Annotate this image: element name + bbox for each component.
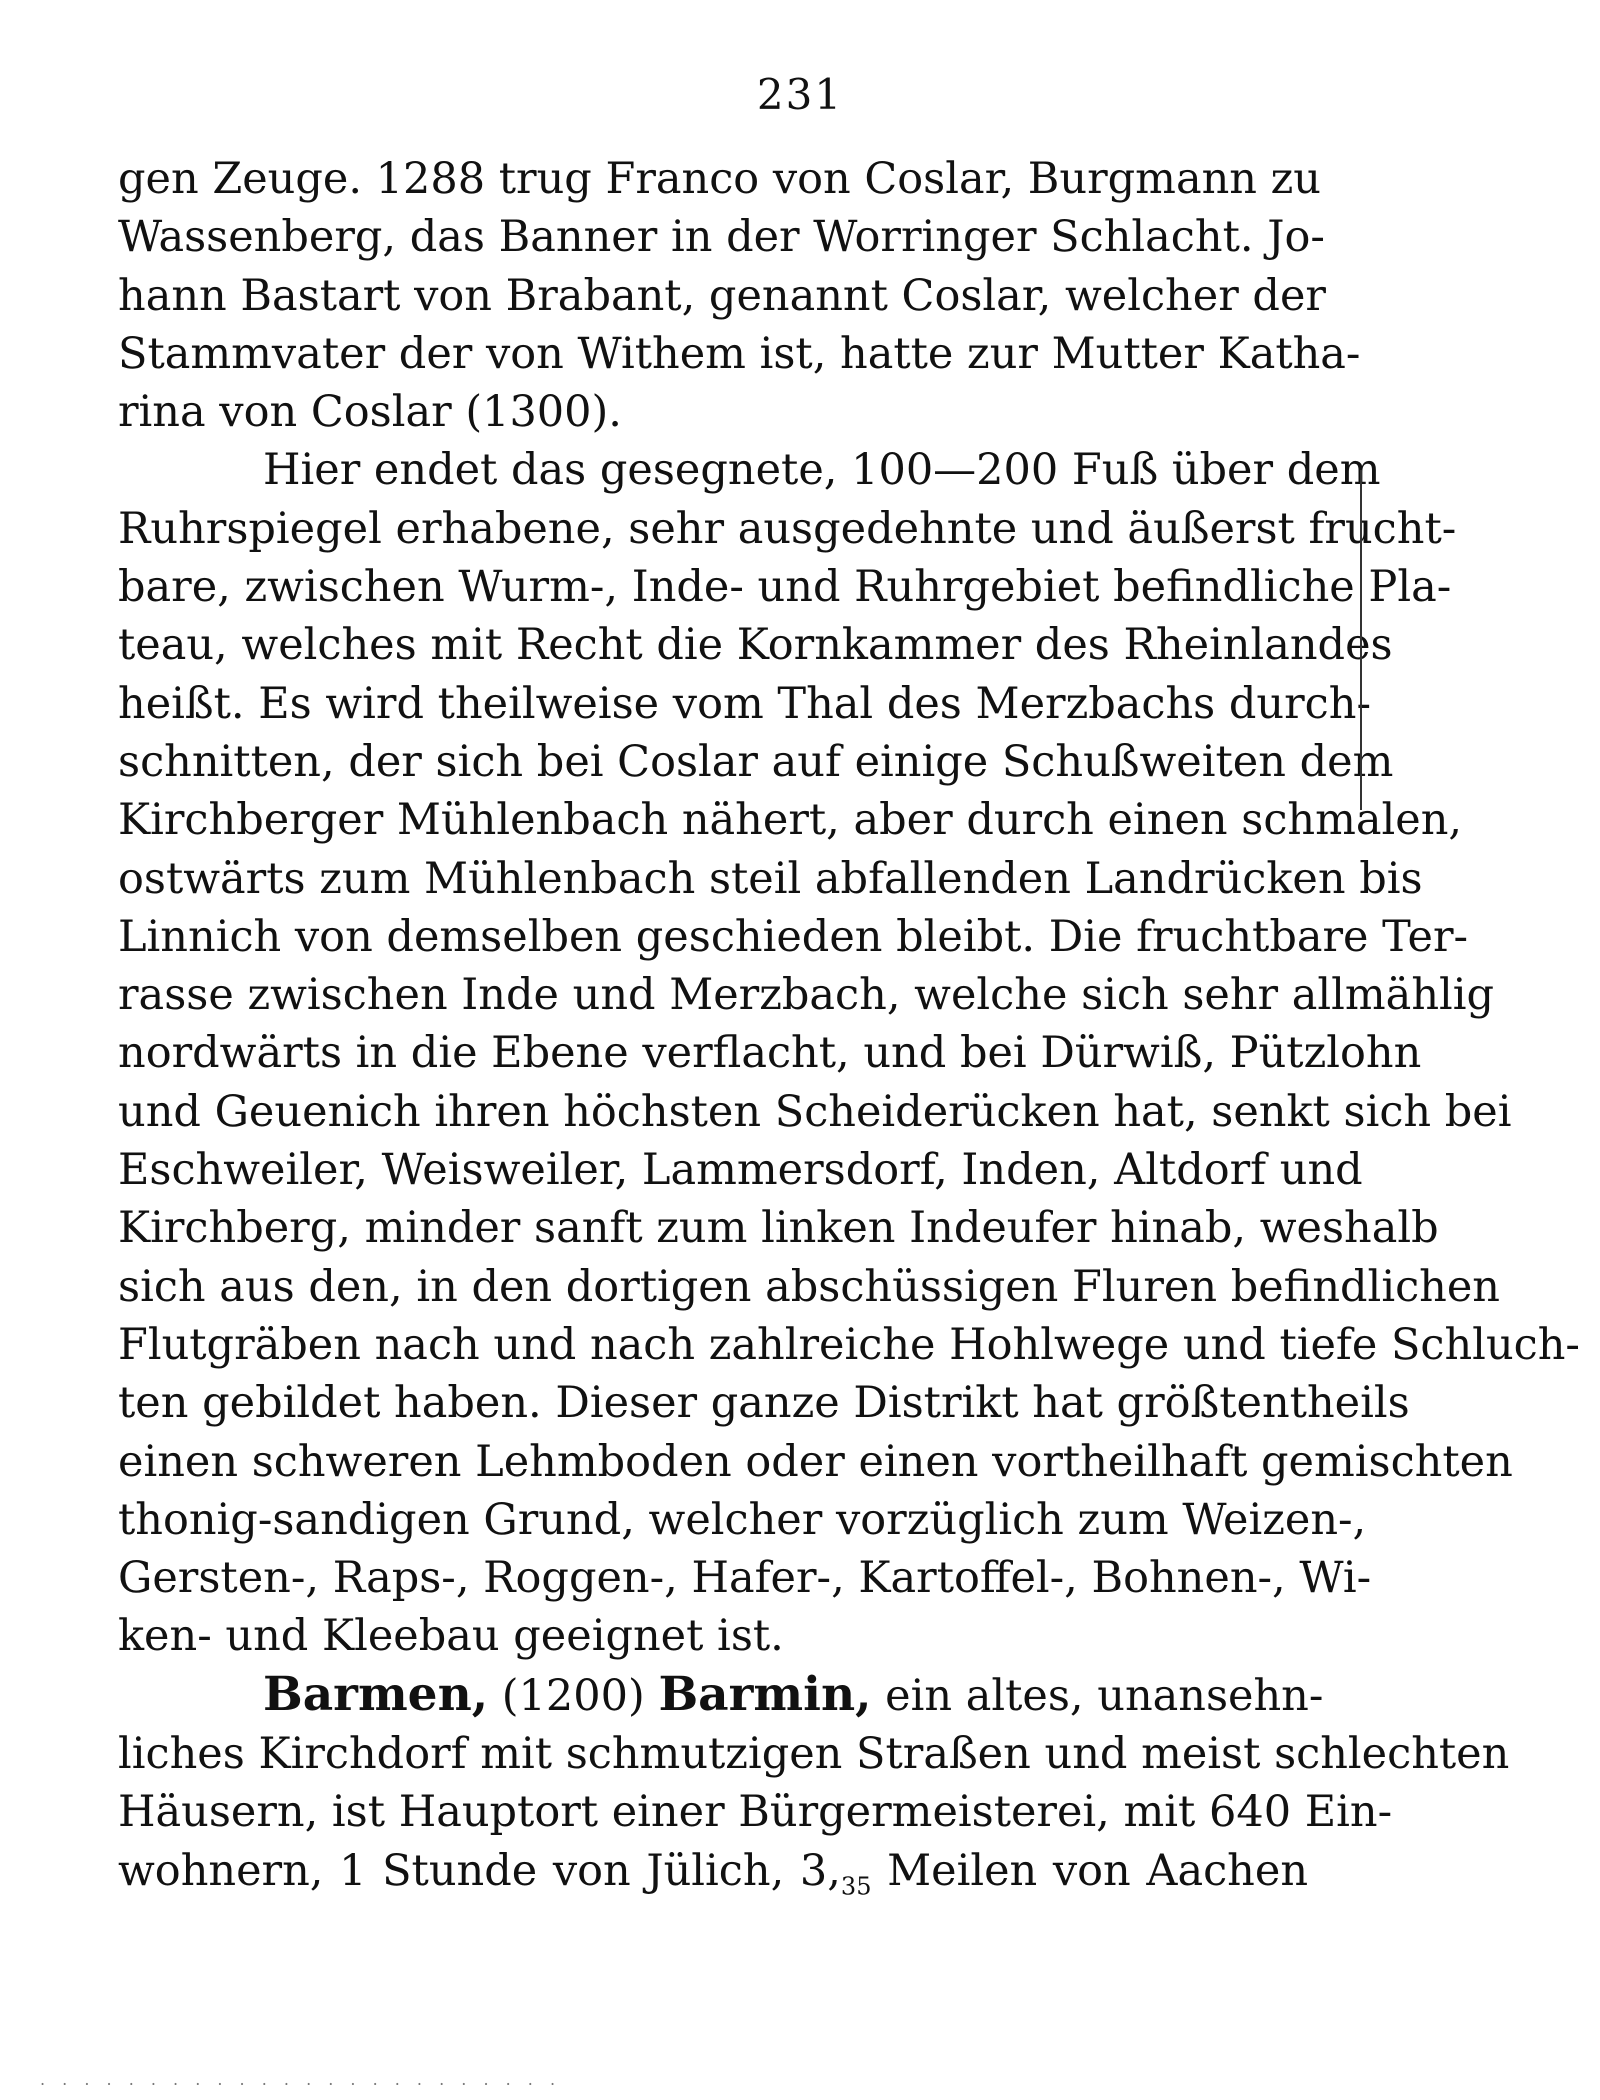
text-line: bare, zwischen Wurm-, Inde- und Ruhrgebiet befindliche Pla- — [118, 562, 1452, 613]
text-line: Flutgräben nach und nach zahlreiche Hohlwege und tiefe Schluch- — [118, 1319, 1580, 1370]
text-line: liches Kirchdorf mit schmutzigen Straßen und meist schlechten — [118, 1729, 1510, 1780]
text-line: Ruhrspiegel erhabene, sehr ausgedehnte und äußerst frucht- — [118, 503, 1457, 554]
page-number: 231 — [756, 70, 844, 119]
text-line: Eschweiler, Weisweiler, Lammersdorf, Inden, Altdorf und — [118, 1145, 1363, 1196]
entry-year: (1200) — [501, 1670, 645, 1721]
text-line: Hier endet das gesegnete, 100—200 Fuß über dem — [263, 445, 1381, 496]
entry-last-line-suffix: Meilen von Aachen — [871, 1845, 1309, 1896]
text-line: gen Zeuge. 1288 trug Franco von Coslar, Burgmann zu — [118, 154, 1321, 204]
text-line: Kirchberger Mühlenbach nähert, aber durch einen schmalen, — [118, 795, 1463, 846]
page-body — [118, 150, 1580, 1916]
text-line: hann Bastart von Brabant, genannt Coslar, welcher der — [118, 270, 1326, 321]
text-line: schnitten, der sich bei Coslar auf einige Schußweiten dem — [118, 736, 1394, 787]
text-line: und Geuenich ihren höchsten Scheiderücken hat, senkt sich bei — [118, 1086, 1512, 1137]
paragraph — [118, 441, 1580, 1665]
text-line: einen schweren Lehmboden oder einen vortheilhaft gemischten — [118, 1436, 1513, 1487]
text-line: Stammvater der von Withem ist, hatte zur Mutter Katha- — [118, 328, 1361, 379]
text-line: Wassenberg, das Banner in der Worringer Schlacht. Jo- — [118, 212, 1325, 263]
entry-last-line-subscript: 35 — [840, 1872, 872, 1901]
text-line: rasse zwischen Inde und Merzbach, welche sich sehr allmählig — [118, 970, 1495, 1021]
entry-first-line-text: ein altes, unansehn- — [885, 1670, 1324, 1721]
entry-last-line — [118, 1842, 1308, 1916]
text-line: Gersten-, Raps-, Roggen-, Hafer-, Kartoffel-, Bohnen-, Wi- — [118, 1553, 1372, 1604]
text-line: rina von Coslar (1300). — [118, 387, 622, 438]
paragraph — [118, 150, 1361, 441]
text-line: ten gebildet haben. Dieser ganze Distrikt hat größtentheils — [118, 1378, 1410, 1429]
text-line: Kirchberg, minder sanft zum linken Indeufer hinab, weshalb — [118, 1203, 1439, 1254]
text-line: nordwärts in die Ebene verflacht, und bei Dürwiß, Pützlohn — [118, 1028, 1422, 1079]
text-line: heißt. Es wird theilweise vom Thal des Merzbachs durch- — [118, 678, 1371, 729]
entry-old-name: Barmin, — [658, 1666, 872, 1722]
entry-first-line — [118, 1666, 1324, 1725]
entry-last-line-prefix: wohnern, 1 Stunde von Jülich, 3, — [118, 1845, 841, 1896]
text-line: teau, welches mit Recht die Kornkammer des Rheinlandes — [118, 620, 1393, 671]
entry-headword: Barmen, — [263, 1666, 489, 1722]
text-line: Häusern, ist Hauptort einer Bürgermeisterei, mit 640 Ein- — [118, 1787, 1393, 1838]
text-line: ken- und Kleebau geeignet ist. — [118, 1611, 784, 1662]
text-line: thonig-sandigen Grund, welcher vorzüglich zum Weizen-, — [118, 1494, 1367, 1545]
text-line: Linnich von demselben geschieden bleibt. Die fruchtbare Ter- — [118, 911, 1469, 962]
entry-barmen — [118, 1666, 1510, 1916]
text-line: sich aus den, in den dortigen abschüssigen Fluren befindlichen — [118, 1261, 1500, 1312]
scan-artifact: . . . . . . . . . . . . . . . . . . . . . . . . — [40, 2070, 562, 2089]
margin-rule — [1360, 470, 1362, 810]
text-line: ostwärts zum Mühlenbach steil abfallenden Landrücken bis — [118, 853, 1423, 904]
